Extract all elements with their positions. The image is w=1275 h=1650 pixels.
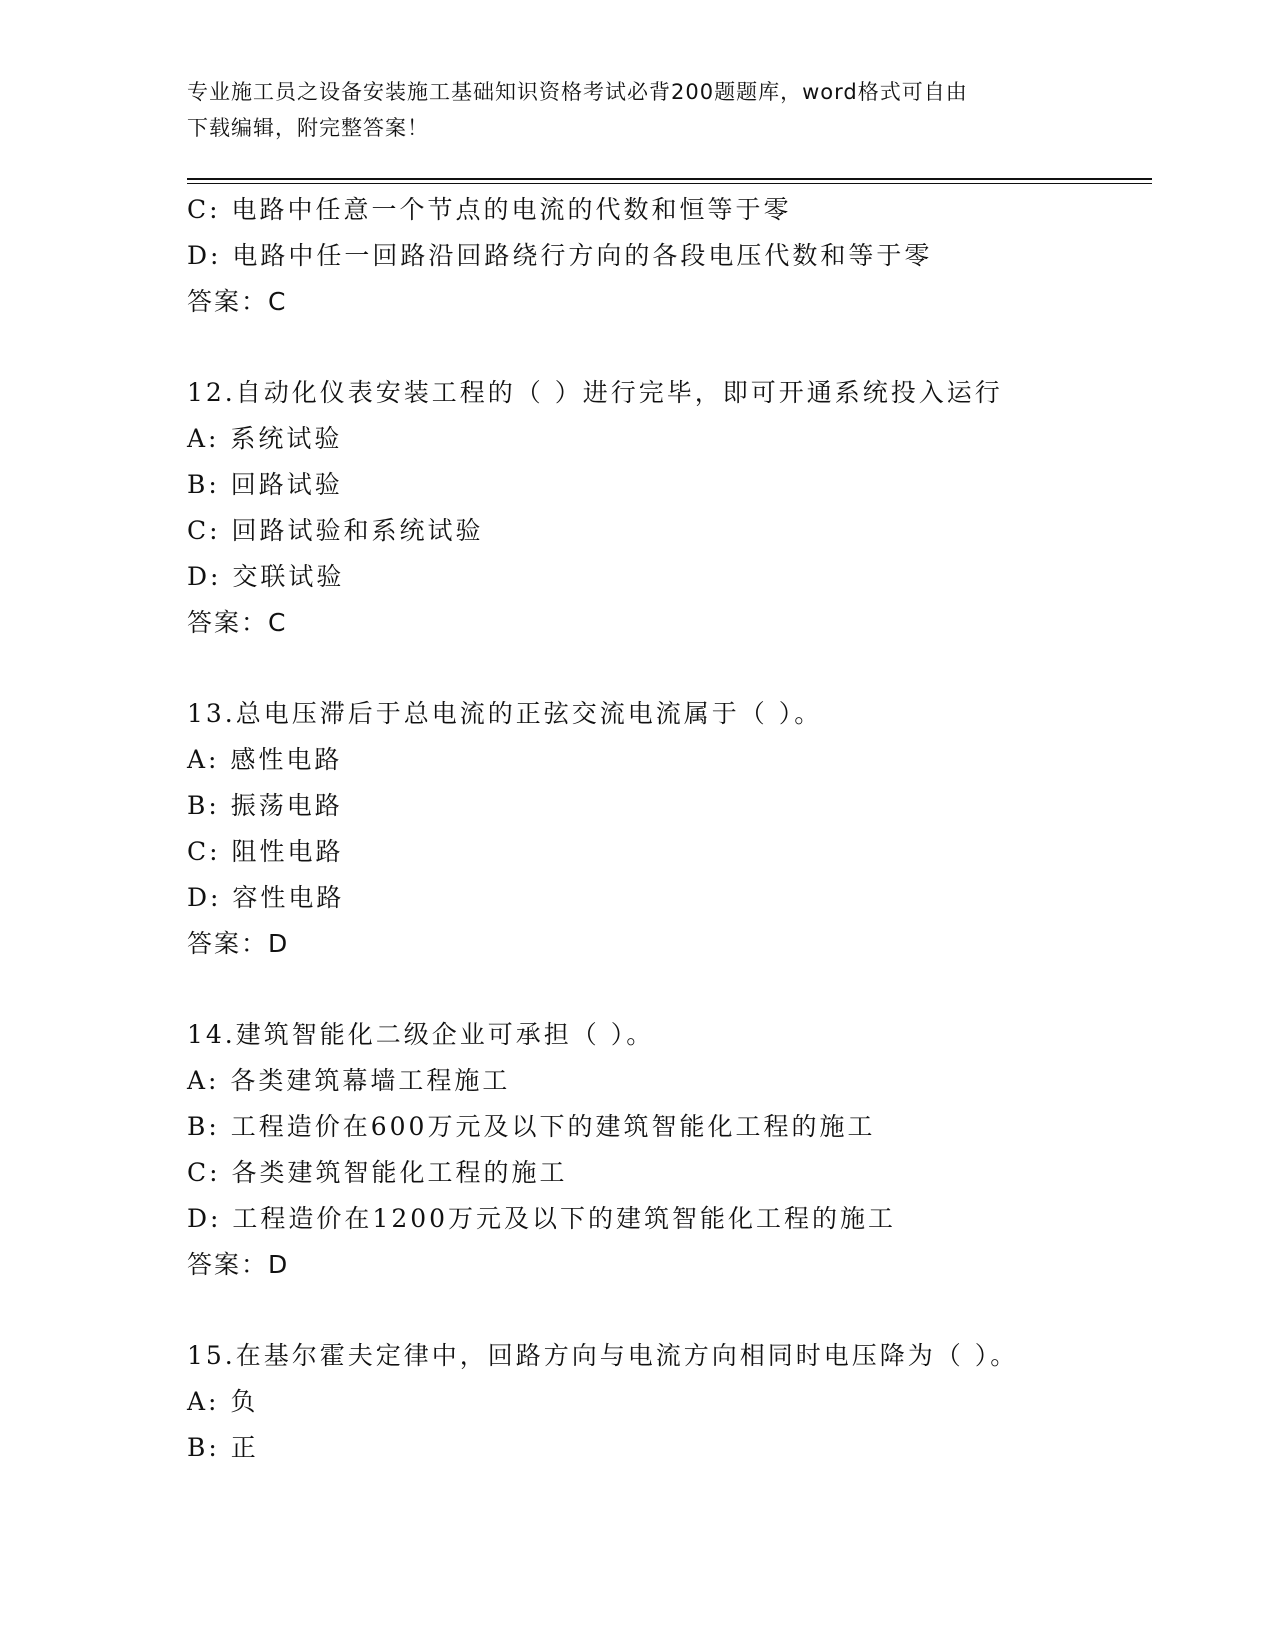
header-divider-thick <box>187 178 1152 180</box>
question-stem: 13.总电压滞后于总电流的正弦交流电流属于（ ）。 <box>187 699 823 728</box>
question-fragment <box>187 187 1147 325</box>
answer-line: 答案：D <box>187 1250 290 1279</box>
question-12 <box>187 370 1147 646</box>
question-15 <box>187 1333 1147 1471</box>
answer-line: 答案：C <box>187 287 288 316</box>
question-stem: 15.在基尔霍夫定律中，回路方向与电流方向相同时电压降为（ ）。 <box>187 1341 1019 1370</box>
question-14 <box>187 1012 1147 1288</box>
option-c: C: 电路中任意一个节点的电流的代数和恒等于零 <box>187 195 792 224</box>
question-stem: 12.自动化仪表安装工程的（ ）进行完毕，即可开通系统投入运行 <box>187 378 1003 407</box>
option-b: B: 回路试验 <box>187 470 343 499</box>
option-d: D: 容性电路 <box>187 883 345 912</box>
answer-line: 答案：C <box>187 608 288 637</box>
option-d: D: 工程造价在1200万元及以下的建筑智能化工程的施工 <box>187 1204 897 1233</box>
option-a: A: 负 <box>187 1387 259 1416</box>
option-b: B: 工程造价在600万元及以下的建筑智能化工程的施工 <box>187 1112 876 1141</box>
document-header <box>187 74 1087 146</box>
option-c: C: 回路试验和系统试验 <box>187 516 484 545</box>
option-d: D: 交联试验 <box>187 562 345 591</box>
option-c: C: 阻性电路 <box>187 837 344 866</box>
option-b: B: 正 <box>187 1433 259 1462</box>
option-a: A: 感性电路 <box>187 745 343 774</box>
option-a: A: 各类建筑幕墙工程施工 <box>187 1066 511 1095</box>
option-d: D: 电路中任一回路沿回路绕行方向的各段电压代数和等于零 <box>187 241 933 270</box>
question-stem: 14.建筑智能化二级企业可承担（ ）。 <box>187 1020 655 1049</box>
option-b: B: 振荡电路 <box>187 791 343 820</box>
option-c: C: 各类建筑智能化工程的施工 <box>187 1158 568 1187</box>
question-13 <box>187 691 1147 967</box>
question-list <box>187 187 1147 1471</box>
header-line-1: 专业施工员之设备安装施工基础知识资格考试必背200题题库，word格式可自由 <box>187 80 968 104</box>
answer-line: 答案：D <box>187 929 290 958</box>
header-divider-thin <box>187 183 1152 184</box>
header-line-2: 下载编辑，附完整答案！ <box>187 116 429 140</box>
option-a: A: 系统试验 <box>187 424 343 453</box>
